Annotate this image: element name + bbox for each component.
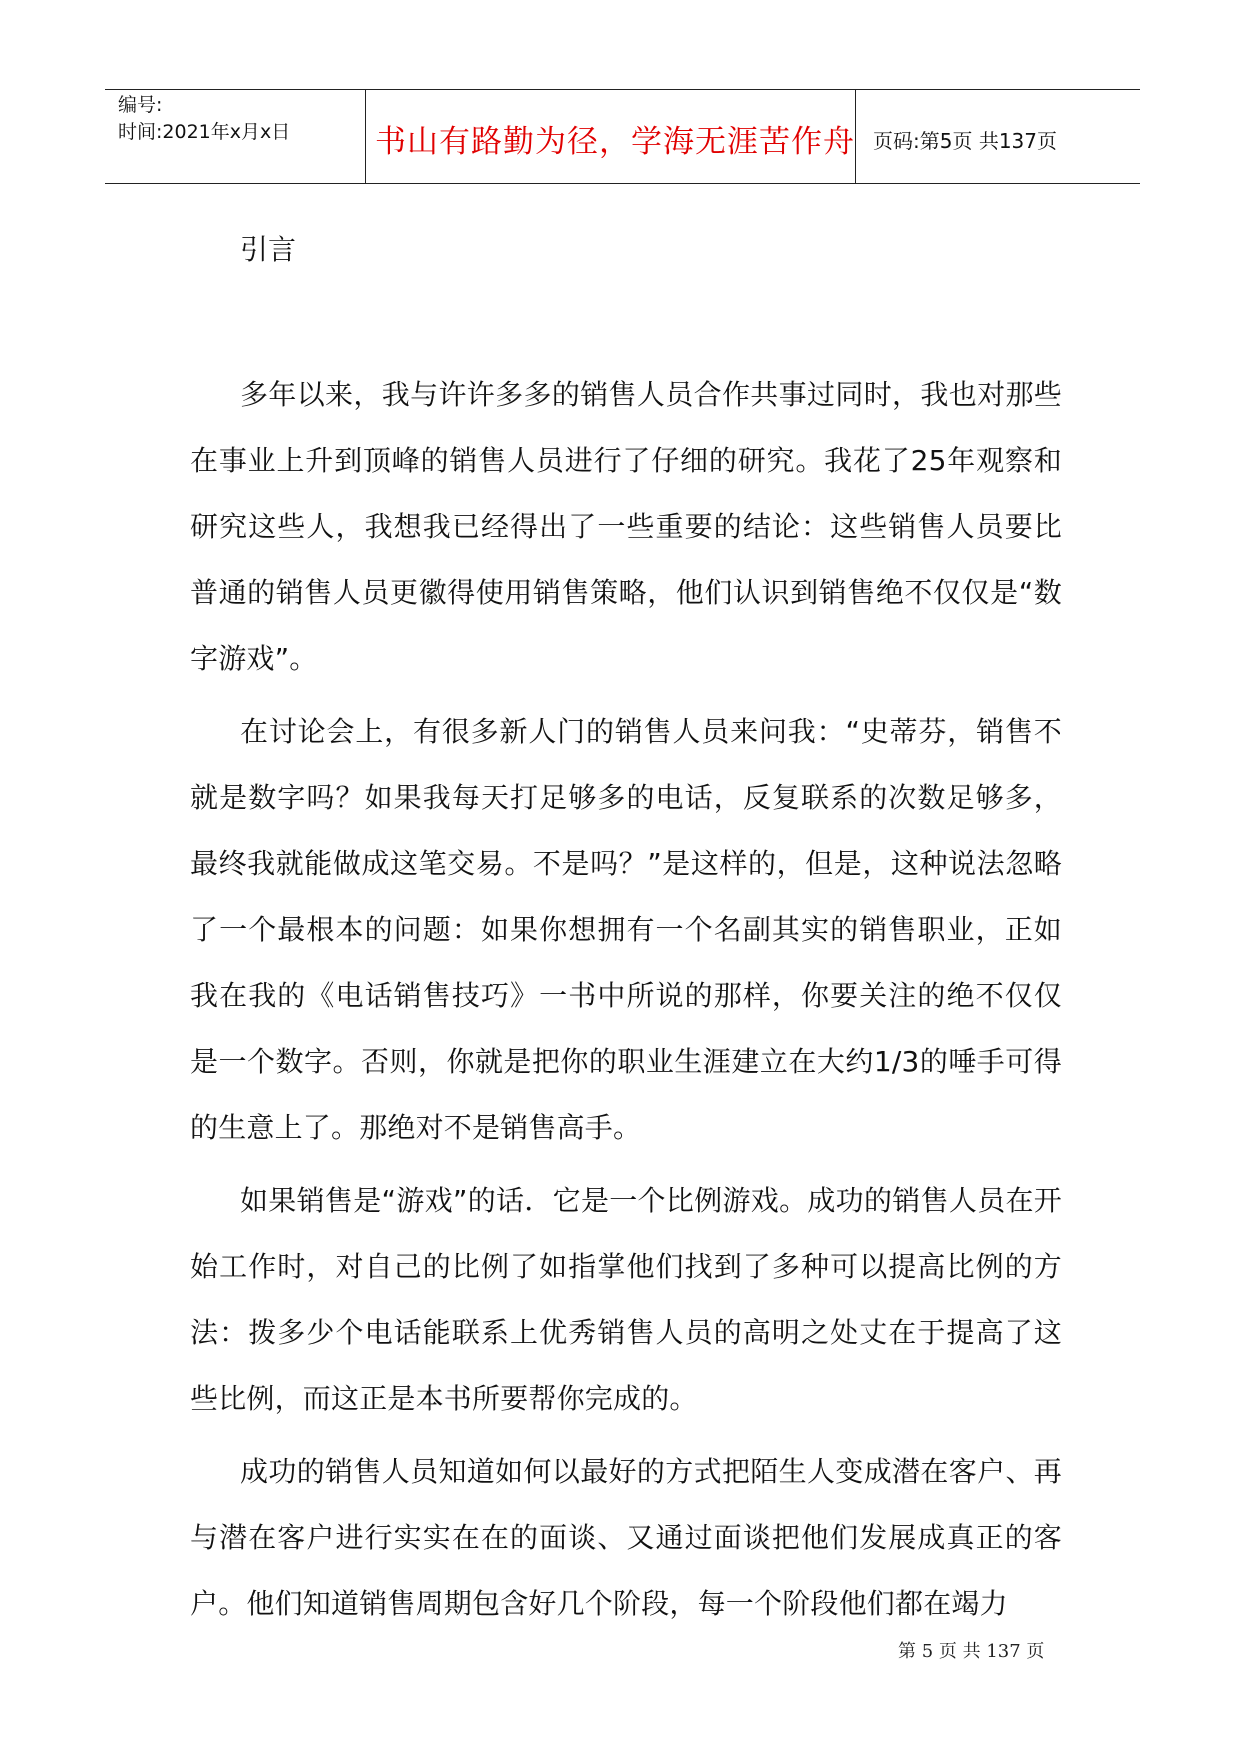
header-number-label: 编号:: [118, 94, 163, 116]
header-bottom-rule: [105, 183, 1140, 184]
page-footer: 第 5 页 共 137 页: [898, 1641, 1045, 1662]
header-top-rule: [105, 89, 1140, 90]
body-text: [190, 362, 1062, 1644]
header-motto: 书山有路勤为径，学海无涯苦作舟: [375, 124, 855, 160]
paragraph: 在讨论会上，有很多新人门的销售人员来问我：“史蒂芬，销售不就是数字吗？如果我每天打足够多的电话，反复联系的次数足够多，最终我就能做成这笔交易。不是吗？”是这样的，但是，这种说法忽略了一个最根本的问题：如果你想拥有一个名副其实的销售职业，正如我在我的《电话销售技巧》一书中所说的那样，你要关注的绝不仅仅是一个数字。否则，你就是把你的职业生涯建立在大约1/3的唾手可得的生意上了。那绝对不是销售高手。: [190, 715, 1062, 1144]
paragraph: 多年以来，我与许许多多的销售人员合作共事过同时，我也对那些在事业上升到顶峰的销售人员进行了仔细的研究。我花了25年观察和研究这些人，我想我已经得出了一些重要的结论：这些销售人员要比普通的销售人员更徽得使用销售策略，他们认识到销售绝不仅仅是“数字游戏”。: [190, 378, 1062, 675]
header-meta: [118, 92, 290, 146]
header-time-label: 时间:2021年x月x日: [118, 121, 291, 143]
paragraph: 如果销售是“游戏”的话．它是一个比例游戏。成功的销售人员在开始工作时，对自己的比例了如指掌他们找到了多种可以提高比例的方法：拨多少个电话能联系上优秀销售人员的高明之处丈在于提高了这些比例，而这正是本书所要帮你完成的。: [190, 1184, 1062, 1415]
section-title: 引言: [240, 233, 297, 266]
paragraph: 成功的销售人员知道如何以最好的方式把陌生人变成潜在客户、再与潜在客户进行实实在在的面谈、又通过面谈把他们发展成真正的客户。他们知道销售周期包含好几个阶段，每一个阶段他们都在竭力: [190, 1455, 1062, 1620]
header-page-info: 页码:第5页 共137页: [873, 129, 1057, 153]
header-divider-left: [365, 90, 366, 184]
